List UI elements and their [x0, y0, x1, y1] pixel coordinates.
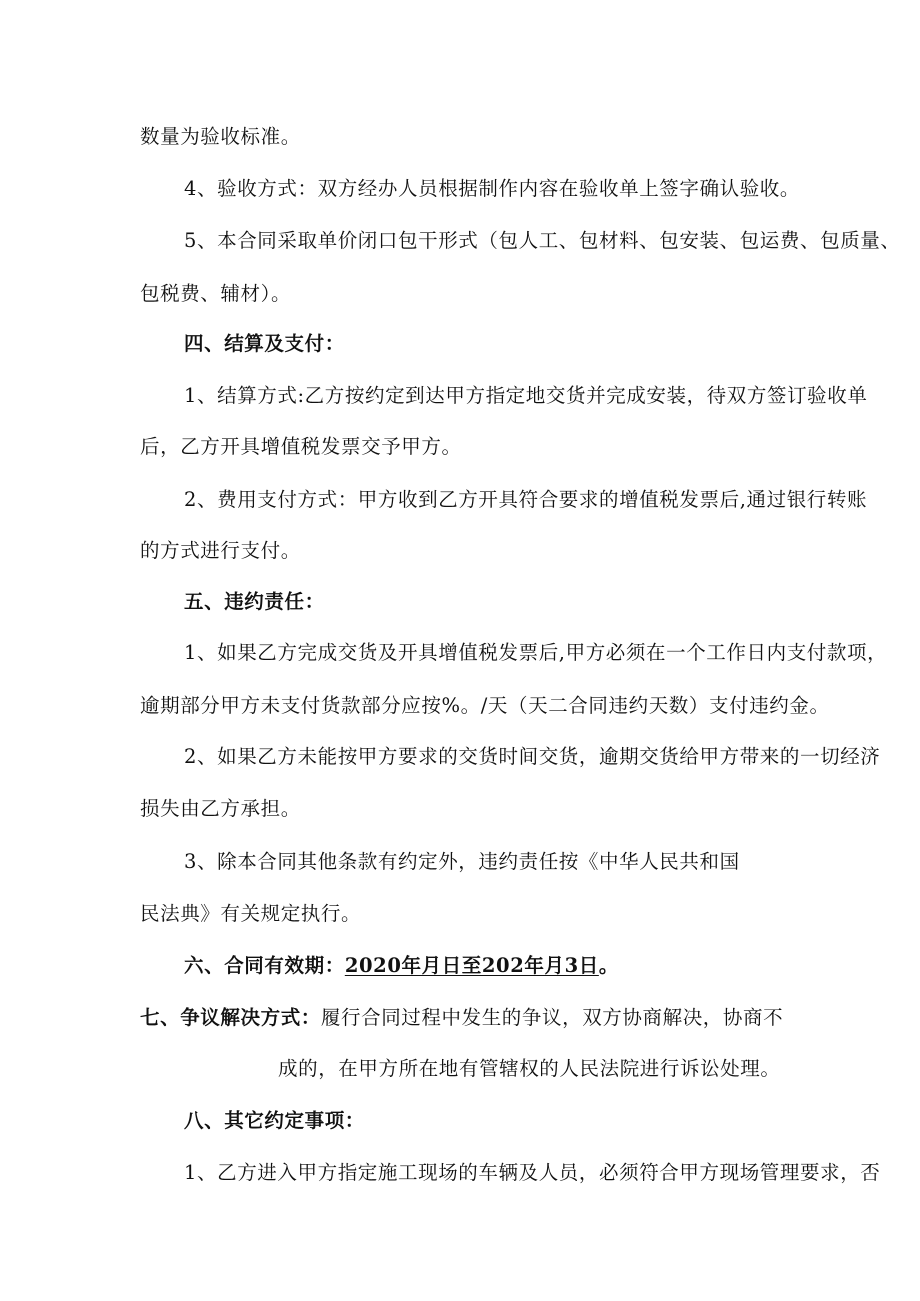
settlement-method-clause: 1、结算方式:乙方按约定到达甲方指定地交货并完成安装，待双方签订验收单 — [184, 384, 868, 407]
paragraph-line: 的方式进行支付。 — [140, 539, 301, 562]
paragraph-line: 损失由乙方承担。 — [140, 797, 301, 820]
acceptance-method-clause: 4、验收方式：双方经办人员根据制作内容在验收单上签字确认验收。 — [184, 177, 801, 200]
paragraph-line: 包税费、辅材）。 — [140, 282, 292, 305]
section-heading-other: 八、其它约定事项： — [184, 1109, 365, 1132]
validity-end-mark: 。 — [598, 954, 619, 977]
paragraph-line: 后，乙方开具增值税发票交予甲方。 — [140, 435, 462, 458]
paragraph-line: 逾期部分甲方未支付货款部分应按%。/天（天二合同违约天数）支付违约金。 — [140, 694, 830, 717]
paragraph-line: 数量为验收标准。 — [140, 125, 301, 148]
pricing-form-clause: 5、本合同采取单价闭口包干形式（包人工、包材料、包安装、包运费、包质量、 — [184, 229, 901, 252]
section-heading-validity — [184, 953, 619, 979]
late-payment-clause: 1、如果乙方完成交货及开具增值税发票后,甲方必须在一个工作日内支付款项， — [184, 641, 888, 664]
validity-label: 六、合同有效期： — [184, 954, 345, 977]
dispute-label: 七、争议解决方式： — [140, 1006, 321, 1029]
paragraph-line: 民法典》有关规定执行。 — [140, 902, 362, 925]
section-heading-settlement: 四、结算及支付： — [184, 332, 345, 355]
payment-method-clause: 2、费用支付方式：甲方收到乙方开具符合要求的增值税发票后,通过银行转账 — [184, 488, 868, 511]
validity-period: 2020年月日至202年月3日 — [344, 954, 599, 977]
site-rules-clause: 1、乙方进入甲方指定施工现场的车辆及人员，必须符合甲方现场管理要求，否 — [184, 1161, 881, 1184]
dispute-text: 履行合同过程中发生的争议，双方协商解决，协商不 — [320, 1006, 784, 1029]
civil-code-clause: 3、除本合同其他条款有约定外，违约责任按《中华人民共和国 — [184, 850, 740, 873]
paragraph-line: 成的，在甲方所在地有管辖权的人民法院进行诉讼处理。 — [278, 1057, 781, 1080]
section-heading-dispute — [140, 1005, 783, 1031]
section-heading-liability: 五、违约责任： — [184, 590, 325, 613]
late-delivery-clause: 2、如果乙方未能按甲方要求的交货时间交货，逾期交货给甲方带来的一切经济 — [184, 745, 881, 768]
